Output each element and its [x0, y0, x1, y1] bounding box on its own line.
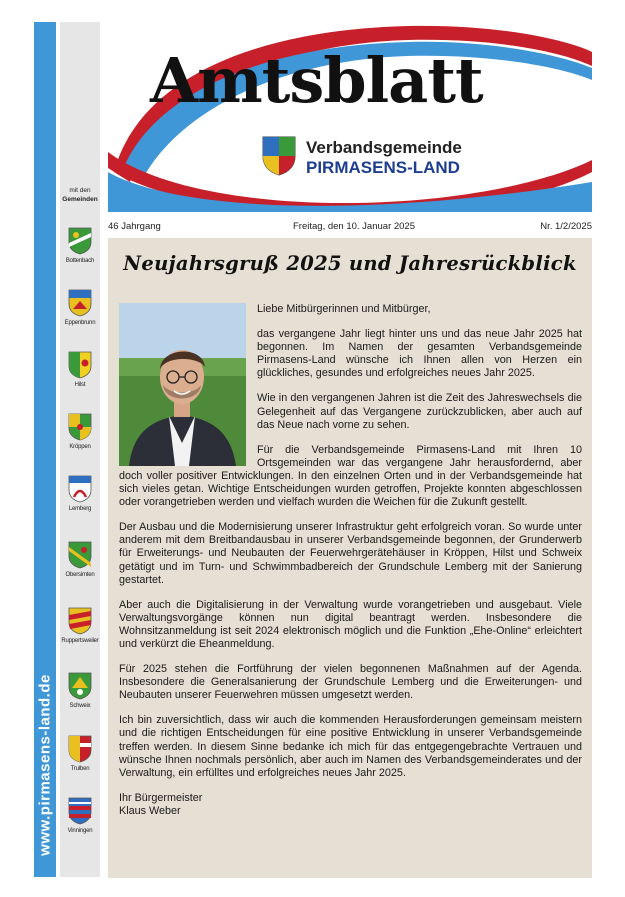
article-paragraph: Der Ausbau und die Modernisierung unserer Infrastruktur geht erfolgreich voran. So wurde unter anderem mit dem Breitbandausbau in unserer Verbandsgemeinde begonnen, der Grunderwerb für Erweiterungs- und Neubauten der Feuerwehrgerätehäuser in Kröppen, Hilst und Schweix getätigt und im Turn- und Schwimmbadbereich der Grundschule Lemberg mit der Sanierung gestartet.	[119, 521, 582, 586]
vinningen-crest-icon	[68, 797, 92, 825]
ruppertsweiler-crest-icon	[68, 607, 92, 635]
municipality-schweix: Schweix	[60, 672, 100, 709]
article-paragraph: Wie in den vergangenen Jahren ist die Zeit des Jahreswechsels die Gelegenheit auf das Vergangene zurückzublicken, aber auch auf das Neue nach vorne zu sehen.	[257, 392, 582, 431]
municipality-heading: mit den Gemeinden	[62, 187, 98, 203]
issue-number: Nr. 1/2/2025	[540, 221, 592, 232]
eppenbrunn-crest-icon	[68, 289, 92, 317]
municipality-hilst: Hilst	[60, 351, 100, 388]
municipality-eppenbrunn: Eppenbrunn	[60, 289, 100, 326]
municipality-trulben: Trulben	[60, 735, 100, 772]
article-salutation: Liebe Mitbürgerinnen und Mitbürger,	[257, 303, 431, 315]
article-paragraph: Für die Verbandsgemeinde Pirmasens-Land mit Ihren 10 Ortsgemeinden war das vergangene Jahr herausfordernd, aber doch voller positiver Entwicklungen. In den einzelnen Orten und in der Verbandsgemeinde hat sich vieles getan. Wichtige Entscheidungen wurden getroffen, Projekte konnten abgeschlossen oder vorangetrieben werden und vielfach wurden die Weichen für die Zukunft gestellt.	[119, 443, 582, 509]
article-paragraph: das vergangene Jahr liegt hinter uns und das neue Jahr 2025 hat begonnen. Im Namen der gesamten Verbandsgemeinde Pirmasens-Land wünsche ich Ihnen allen von Herzen ein glückliches, gesundes und erfolgreiches neues Jahr 2025.	[257, 328, 582, 380]
municipality-ruppertsweiler: Ruppertsweiler	[60, 607, 100, 644]
trulben-crest-icon	[68, 735, 92, 763]
schweix-crest-icon	[68, 672, 92, 700]
article-body	[119, 303, 582, 818]
municipality-bottenbach: Bottenbach	[60, 227, 100, 264]
municipality-vinningen: Vinningen	[60, 797, 100, 834]
article-paragraph: Aber auch die Digitalisierung in der Verwaltung wurde vorangetrieben und ausgebaut. Viele Verwaltungsvorgänge können nun digital beantragt werden. Insbesondere die Wohnsitzanmeldung ist seit 2024 elektronisch möglich und die Funktion „Ehe-Online“ erleichtert und verkürzt die Eheanmeldung.	[119, 598, 582, 650]
bottenbach-crest-icon	[68, 227, 92, 255]
article-paragraph: Für 2025 stehen die Fortführung der vielen begonnenen Maßnahmen auf der Agenda. Insbesondere die Generalsanierung der Grundschule Lemberg und die Erweiterungen- und Neubauten unserer Feuerwehren müssen umgesetzt werden.	[119, 663, 582, 702]
kroeppen-crest-icon	[68, 413, 92, 441]
lemberg-crest-icon	[68, 475, 92, 503]
signature-role: Ihr Bürgermeister	[119, 791, 203, 804]
municipality-obersimten: Obersimten	[60, 541, 100, 578]
verbandsgemeinde-crest-icon	[262, 136, 296, 176]
website-url[interactable]: www.pirmasens-land.de	[36, 674, 54, 856]
article-title: Neujahrsgruß 2025 und Jahresrückblick	[123, 252, 577, 275]
issue-year: 46 Jahrgang	[108, 221, 161, 232]
hilst-crest-icon	[68, 351, 92, 379]
municipality-kroeppen: Kröppen	[60, 413, 100, 450]
masthead-title: Amtsblatt	[150, 44, 483, 117]
obersimten-crest-icon	[68, 541, 92, 569]
masthead	[108, 22, 592, 212]
issue-info-bar	[108, 216, 592, 234]
municipality-lemberg: Lemberg	[60, 475, 100, 512]
issue-date: Freitag, den 10. Januar 2025	[293, 221, 416, 232]
masthead-subtitle: Verbandsgemeinde	[306, 138, 462, 157]
article-paragraph: Ich bin zuversichtlich, dass wir auch die kommenden Herausforderungen gemeinsam meistern und die richtigen Entscheidungen für eine positive Entwicklung in unserer Verbandsgemeinde treffen werden. In diesem Sinne bedanke ich mich für das entgegengebrachte Vertrauen und wünsche Ihnen nochmals persönlich, aber auch im Namen des Verbandsgemeinderates und der Verwaltung, ein erfülltes und erfolgreiches neues Jahr 2025.	[119, 714, 582, 779]
masthead-name: PIRMASENS-LAND	[306, 158, 460, 177]
signature-name: Klaus Weber	[119, 804, 181, 817]
